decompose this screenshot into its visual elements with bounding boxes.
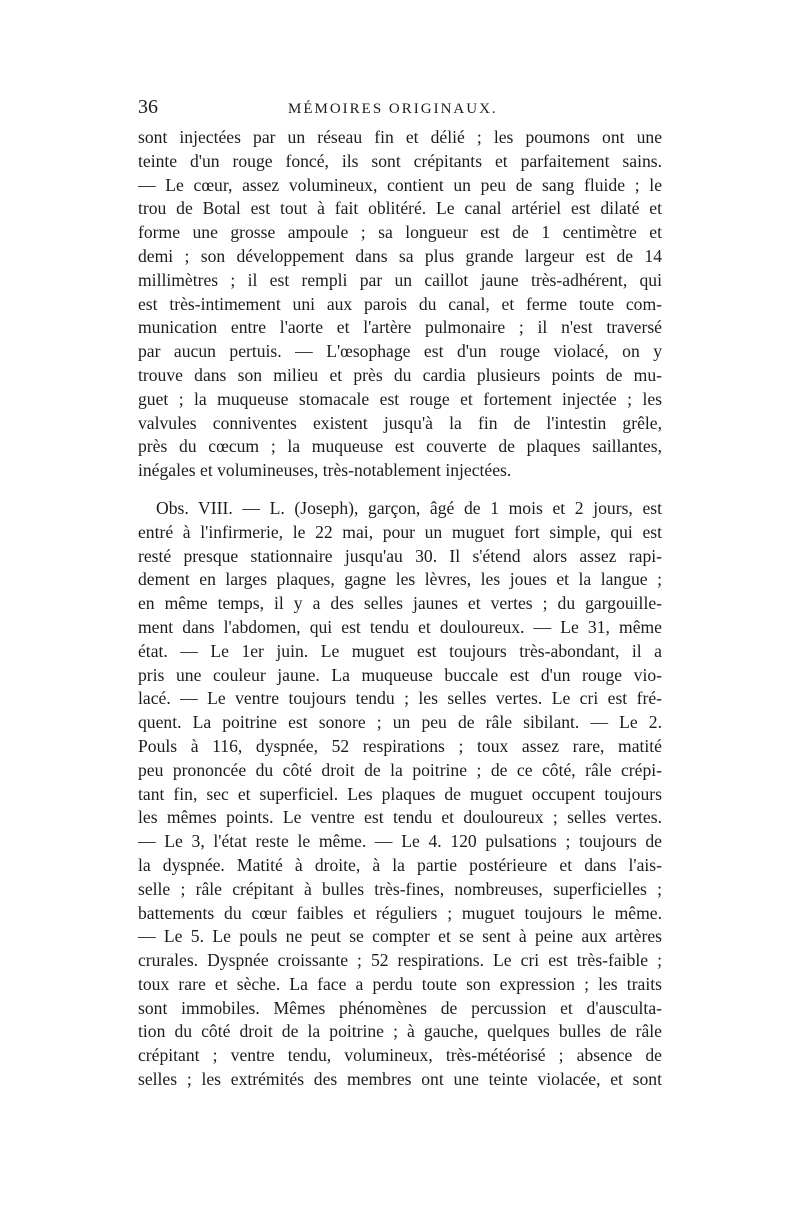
text-line: pris une couleur jaune. La muqueuse buccale est d'un rouge vio- bbox=[138, 664, 662, 685]
text-line bbox=[138, 497, 662, 521]
text-line: toux rare et sèche. La face a perdu toute son expression ; les traits bbox=[138, 973, 662, 994]
text-line: millimètres ; il est rempli par un caillot jaune très-adhérent, qui bbox=[138, 269, 662, 290]
text-line: selle ; râle crépitant à bulles très-fines, nombreuses, superficielles ; bbox=[138, 878, 662, 899]
text-line: munication entre l'aorte et l'artère pulmonaire ; il n'est traversé bbox=[138, 317, 662, 338]
text-line: demi ; son développement dans sa plus grande largeur est de 14 bbox=[138, 245, 662, 266]
text-line: dement en larges plaques, gagne les lèvres, les joues et la langue ; bbox=[138, 569, 662, 590]
text-line: sont injectées par un réseau fin et délié ; les poumons ont une bbox=[138, 127, 662, 147]
text-line: par aucun pertuis. — L'œsophage est d'un rouge violacé, on y bbox=[138, 341, 662, 362]
paragraph-autopsy bbox=[138, 126, 662, 483]
text-line: resté presque stationnaire jusqu'au 30. Il s'étend alors assez rapi- bbox=[138, 545, 662, 566]
text-line: crurales. Dyspnée croissante ; 52 respirations. Le cri est très-faible ; bbox=[138, 950, 662, 971]
text-line-content: Obs. VIII. — L. (Joseph), garçon, âgé de 1 mois et 2 jours, est bbox=[156, 497, 662, 518]
text-line: les mêmes points. Le ventre est tendu et douloureux ; selles vertes. bbox=[138, 807, 662, 828]
text-line: lacé. — Le ventre toujours tendu ; les selles vertes. Le cri est fré- bbox=[138, 688, 662, 709]
text-line: — Le 5. Le pouls ne peut se compter et se sent à peine aux artères bbox=[138, 926, 662, 947]
text-line: peu prononcée du côté droit de la poitrine ; de ce côté, râle crépi- bbox=[138, 759, 662, 780]
text-line: battements du cœur faibles et réguliers ; muguet toujours le même. bbox=[138, 902, 662, 923]
text-line: — Le cœur, assez volumineux, contient un peu de sang fluide ; le bbox=[138, 174, 662, 195]
text-line: état. — Le 1er juin. Le muguet est toujours très-abondant, il a bbox=[138, 640, 662, 661]
text-line: selles ; les extrémités des membres ont une teinte violacée, et sont bbox=[138, 1069, 662, 1090]
text-line: guet ; la muqueuse stomacale est rouge et fortement injectée ; les bbox=[138, 388, 662, 409]
text-line: forme une grosse ampoule ; sa longueur est de 1 centimètre et bbox=[138, 222, 662, 243]
running-title: MÉMOIRES ORIGINAUX. bbox=[288, 101, 498, 117]
text-line: près du cœcum ; la muqueuse est couverte de plaques saillantes, bbox=[138, 436, 662, 457]
text-line: sont immobiles. Mêmes phénomènes de percussion et d'ausculta- bbox=[138, 997, 662, 1018]
text-line: en même temps, il y a des selles jaunes et vertes ; du gargouille- bbox=[138, 593, 662, 614]
text-line: teinte d'un rouge foncé, ils sont crépitants et parfaitement sains. bbox=[138, 150, 662, 171]
text-line: trou de Botal est tout à fait oblitéré. Le canal artériel est dilaté et bbox=[138, 198, 662, 219]
book-page bbox=[138, 96, 662, 1092]
text-line: la dyspnée. Matité à droite, à la partie postérieure et dans l'ais- bbox=[138, 854, 662, 875]
text-line: est très-intimement uni aux parois du canal, et ferme toute com- bbox=[138, 293, 662, 314]
text-line: trouve dans son milieu et près du cardia plusieurs points de mu- bbox=[138, 364, 662, 385]
text-line: tant fin, sec et superficiel. Les plaques de muguet occupent toujours bbox=[138, 783, 662, 804]
running-head bbox=[138, 96, 662, 124]
page-number: 36 bbox=[138, 96, 158, 118]
text-line: — Le 3, l'état reste le même. — Le 4. 120 pulsations ; toujours de bbox=[138, 831, 662, 852]
text-line: inégales et volumineuses, très-notablement injectées. bbox=[138, 460, 512, 481]
text-line: quent. La poitrine est sonore ; un peu de râle sibilant. — Le 2. bbox=[138, 712, 662, 733]
text-line: Pouls à 116, dyspnée, 52 respirations ; toux assez rare, matité bbox=[138, 735, 662, 756]
text-line: ment dans l'abdomen, qui est tendu et douloureux. — Le 31, même bbox=[138, 616, 662, 637]
text-line: crépitant ; ventre tendu, volumineux, très-météorisé ; absence de bbox=[138, 1045, 662, 1066]
paragraph-observation-viii bbox=[138, 497, 662, 1092]
text-line: entré à l'infirmerie, le 22 mai, pour un muguet fort simple, qui est bbox=[138, 521, 662, 542]
text-line: tion du côté droit de la poitrine ; à gauche, quelques bulles de râle bbox=[138, 1021, 662, 1042]
text-line: valvules conniventes existent jusqu'à la fin de l'intestin grêle, bbox=[138, 412, 662, 433]
